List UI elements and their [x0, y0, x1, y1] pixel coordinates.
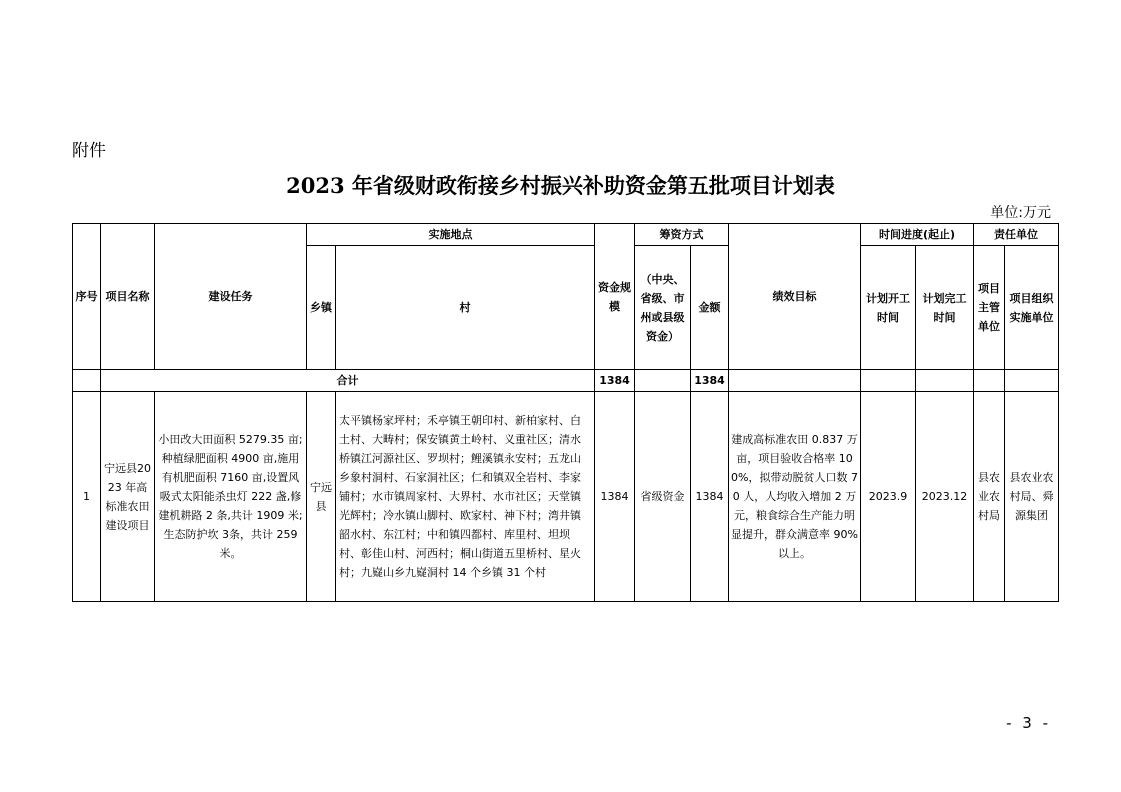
total-label: 合计	[101, 370, 595, 392]
project-plan-table	[72, 223, 1059, 602]
header-funding-source: （中央、省级、市州或县级资金）	[635, 246, 691, 370]
header-seq: 序号	[73, 224, 101, 370]
document-title: 2023 年省级财政衔接乡村振兴补助资金第五批项目计划表	[286, 173, 835, 198]
table-row	[73, 392, 1059, 602]
total-amount: 1384	[691, 370, 729, 392]
row-project-name: 宁远县2023 年高标准农田建设项目	[101, 392, 155, 602]
page-number: - 3 -	[1006, 714, 1051, 732]
row-township: 宁远县	[307, 392, 336, 602]
total-plan-end-cell	[916, 370, 974, 392]
header-task: 建设任务	[155, 224, 307, 370]
total-performance-cell	[729, 370, 861, 392]
header-plan-end: 计划完工时间	[916, 246, 974, 370]
header-fund-scale: 资金规模	[595, 224, 635, 370]
attachment-label: 附件	[72, 141, 106, 161]
total-implementer-cell	[1005, 370, 1059, 392]
header-implementer: 项目组织实施单位	[1005, 246, 1059, 370]
row-fund-scale: 1384	[595, 392, 635, 602]
total-supervisor-cell	[974, 370, 1005, 392]
header-village: 村	[336, 246, 595, 370]
row-implementer: 县农业农村局、舜源集团	[1005, 392, 1059, 602]
row-villages: 太平镇杨家坪村；禾亭镇王朝印村、新柏家村、白土村、大畴村；保安镇黄土岭村、义重社区；清水桥镇江河源社区、罗坝村；鲤溪镇永安村；五龙山乡象村洞村、石家洞社区；仁和镇双全岩村、李家铺村；水市镇周家村、大界村、水市社区；天堂镇光辉村；冷水镇山脚村、欧家村、神下村；湾井镇韶水村、东江村；中和镇四都村、库里村、坦坝村、彰佳山村、河西村；桐山街道五里桥村、星火村；九嶷山乡九嶷洞村 14 个乡镇 31 个村	[336, 392, 595, 602]
total-funding-source-cell	[635, 370, 691, 392]
header-project-name: 项目名称	[101, 224, 155, 370]
total-fund-scale: 1384	[595, 370, 635, 392]
row-plan-start: 2023.9	[861, 392, 916, 602]
total-seq-cell	[73, 370, 101, 392]
row-supervisor: 县农业农村局	[974, 392, 1005, 602]
total-row	[73, 370, 1059, 392]
header-supervisor: 项目主管单位	[974, 246, 1005, 370]
header-funding-method: 筹资方式	[635, 224, 729, 246]
header-location: 实施地点	[307, 224, 595, 246]
row-amount: 1384	[691, 392, 729, 602]
row-task: 小田改大田面积 5279.35 亩;种植绿肥面积 4900 亩,施用有机肥面积 7160 亩,设置风吸式太阳能杀虫灯 222 盏,修建机耕路 2 条,共计 1909 米;生态防护坎 3条，共计 259 米。	[155, 392, 307, 602]
header-performance: 绩效目标	[729, 224, 861, 370]
total-plan-start-cell	[861, 370, 916, 392]
row-funding-source: 省级资金	[635, 392, 691, 602]
row-performance: 建成高标准农田 0.837 万亩，项目验收合格率 100%，拟带动脱贫人口数 70 人，人均收入增加 2 万元，粮食综合生产能力明显提升，群众满意率 90%以上。	[729, 392, 861, 602]
unit-label: 单位:万元	[990, 205, 1051, 221]
header-plan-start: 计划开工时间	[861, 246, 916, 370]
header-schedule: 时间进度(起止)	[861, 224, 974, 246]
row-plan-end: 2023.12	[916, 392, 974, 602]
header-township: 乡镇	[307, 246, 336, 370]
row-seq: 1	[73, 392, 101, 602]
header-responsibility: 责任单位	[974, 224, 1059, 246]
header-amount: 金额	[691, 246, 729, 370]
